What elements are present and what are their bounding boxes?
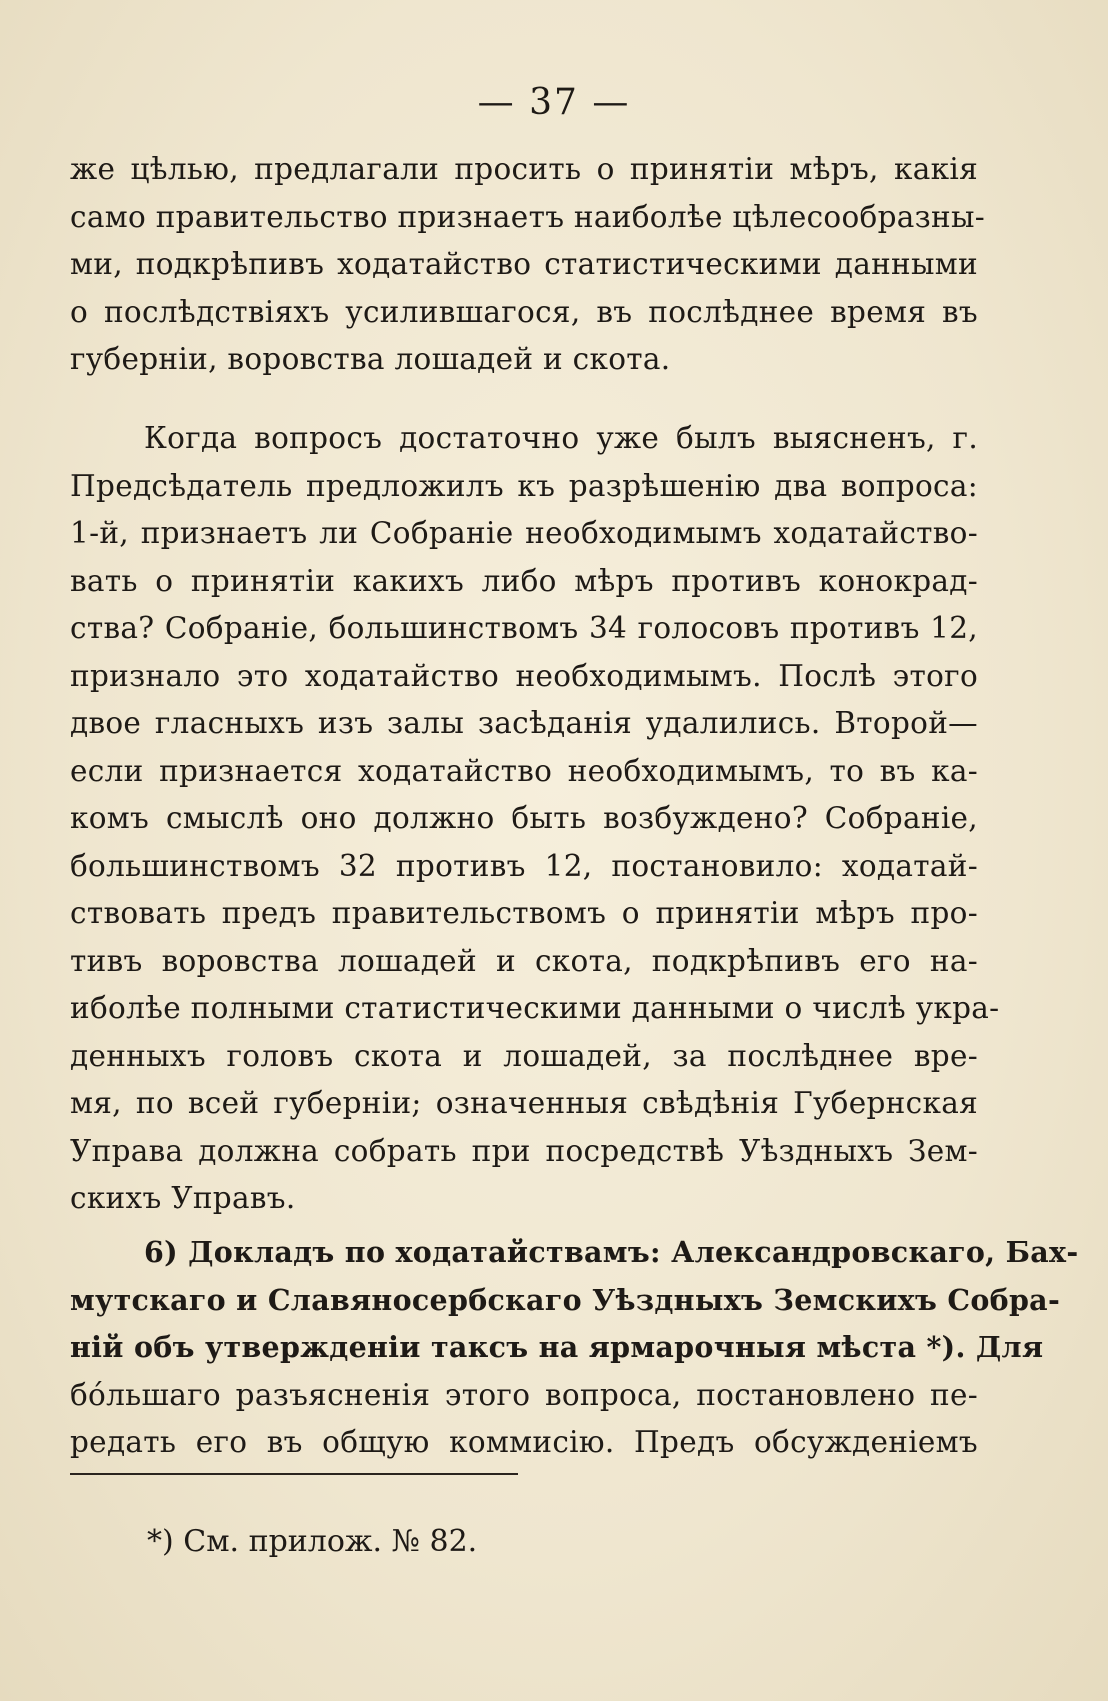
text-line: о послѣдствіяхъ усилившагося, въ послѣднее время въ <box>70 294 978 329</box>
text-line: если признается ходатайство необходимымъ, то въ ка- <box>70 753 978 788</box>
text-line: Предсѣдатель предложилъ къ разрѣшенію два вопроса: <box>70 468 978 503</box>
footnote: *) См. прилож. № 82. <box>147 1524 478 1559</box>
text-line: бóльшаго разъясненія этого вопроса, постановлено пе- <box>70 1377 978 1412</box>
text-line: ми, подкрѣпивъ ходатайство статистическими данными <box>70 247 978 281</box>
text-line: редать его въ общую коммисію. Предъ обсужденіемъ <box>70 1425 978 1459</box>
text-line: вать о принятіи какихъ либо мѣръ противъ конокрад- <box>70 563 978 598</box>
section-heading-line: 6) Докладъ по ходатайствамъ: Александровскаго, Бах- <box>144 1235 1079 1269</box>
text-line: губерніи, воровства лошадей и скота. <box>70 342 671 376</box>
footnote-divider <box>70 1473 518 1475</box>
page-number: — 37 — <box>477 82 631 123</box>
text-line: Когда вопросъ достаточно уже былъ выясненъ, г. <box>144 421 978 455</box>
text-line: ствовать предъ правительствомъ о принятіи мѣръ про- <box>70 896 978 930</box>
text-line: денныхъ головъ скота и лошадей, за послѣднее вре- <box>70 1038 978 1073</box>
text-line: же цѣлью, предлагали просить о принятіи мѣръ, какія <box>70 152 978 186</box>
paragraph-1 <box>70 146 986 384</box>
section-heading-line: мутскаго и Славяносербскаго Уѣздныхъ Земскихъ Собра- <box>70 1282 1061 1317</box>
text-line: большинствомъ 32 противъ 12, постановило: ходатай- <box>70 848 978 883</box>
text-line: ства? Собраніе, большинствомъ 34 голосовъ противъ 12, <box>70 611 978 645</box>
text-line: само правительство признаетъ наиболѣе цѣлесообразны- <box>70 199 986 234</box>
text-line: признало это ходатайство необходимымъ. Послѣ этого <box>70 658 978 693</box>
text-line: мя, по всей губерніи; означенныя свѣдѣнія Губернская <box>70 1086 978 1120</box>
section-heading-line: ній объ утвержденіи таксъ на ярмарочныя мѣста *). Для <box>70 1330 1044 1364</box>
paragraph-3 <box>70 1229 1079 1467</box>
text-line: скихъ Управъ. <box>70 1181 296 1215</box>
text-line: двое гласныхъ изъ залы засѣданія удалились. Второй— <box>70 706 978 740</box>
text-line: Управа должна собрать при посредствѣ Уѣздныхъ Зем- <box>70 1133 978 1168</box>
text-line: иболѣе полными статистическими данными о числѣ укра- <box>70 991 1000 1025</box>
paragraph-2 <box>70 415 1000 1223</box>
text-line: 1-й, признаетъ ли Собраніе необходимымъ ходатайство- <box>70 516 978 550</box>
text-line: комъ смыслѣ оно должно быть возбуждено? Собраніе, <box>70 801 978 835</box>
text-line: тивъ воровства лошадей и скота, подкрѣпивъ его на- <box>70 943 978 978</box>
